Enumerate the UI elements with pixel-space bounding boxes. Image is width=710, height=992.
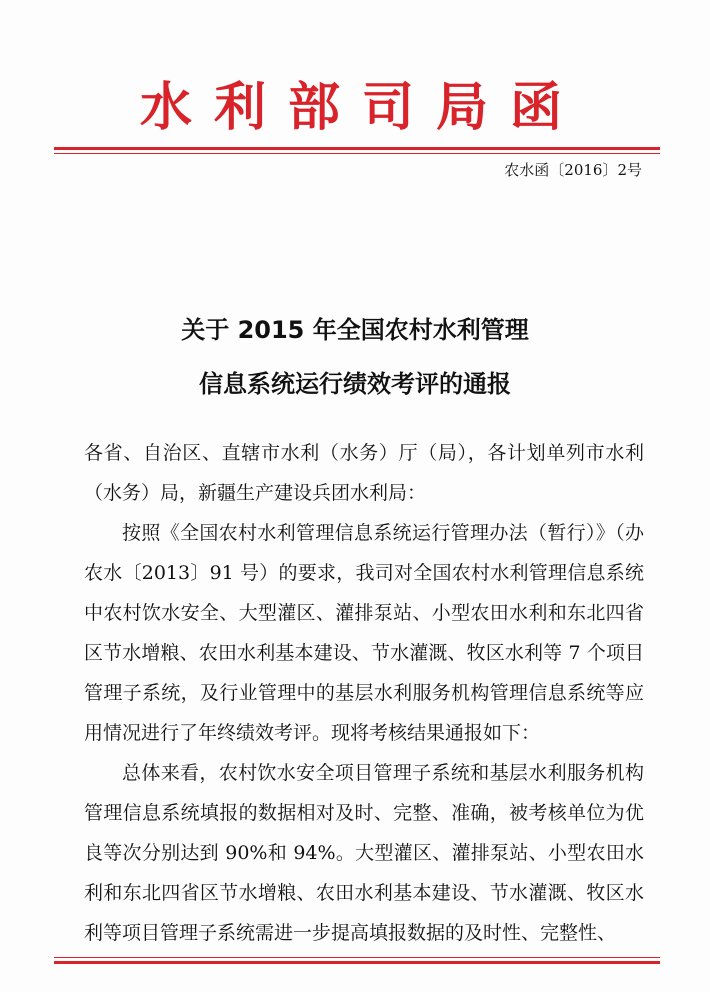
body-paragraph-1: 按照《全国农村水利管理信息系统运行管理办法（暂行）》（办农水〔2013〕91 号）的要求，我司对全国农村水利管理信息系统中农村饮水安全、大型灌区、灌排泵站、小型农田水利和东北四省区节水增粮、农田水利基本建设、节水灌溉、牧区水利等 7 个项目管理子系统，及行业管理中的基层水利服务机构管理信息系统等应用情况进行了年终绩效考评。现将考核结果通报如下： — [84, 522, 644, 744]
footer-rule-thin — [54, 957, 660, 958]
document-number: 农水函〔2016〕2号 — [504, 161, 642, 179]
salutation: 各省、自治区、直辖市水利（水务）厅（局），各计划单列市水利（水务）局，新疆生产建设兵团水利局： — [84, 442, 644, 504]
header-rule-thin — [54, 153, 660, 154]
document-body — [84, 433, 644, 953]
footer-rule-thick — [54, 961, 660, 964]
header-rule-thick — [54, 147, 660, 150]
masthead-title: 水利部司局函 — [139, 77, 584, 138]
document-title-line-1: 关于 2015 年全国农村水利管理 — [181, 316, 529, 344]
document-title-line-2: 信息系统运行绩效考评的通报 — [199, 370, 511, 398]
body-paragraph-2: 总体来看，农村饮水安全项目管理子系统和基层水利服务机构管理信息系统填报的数据相对及时、完整、准确，被考核单位为优良等次分别达到 90%和 94%。大型灌区、灌排泵站、小型农田水利和东北四省区节水增粮、农田水利基本建设、节水灌溉、牧区水利等项目管理子系统需进一步提高填报数据的及时性、完整性、 — [84, 762, 644, 944]
